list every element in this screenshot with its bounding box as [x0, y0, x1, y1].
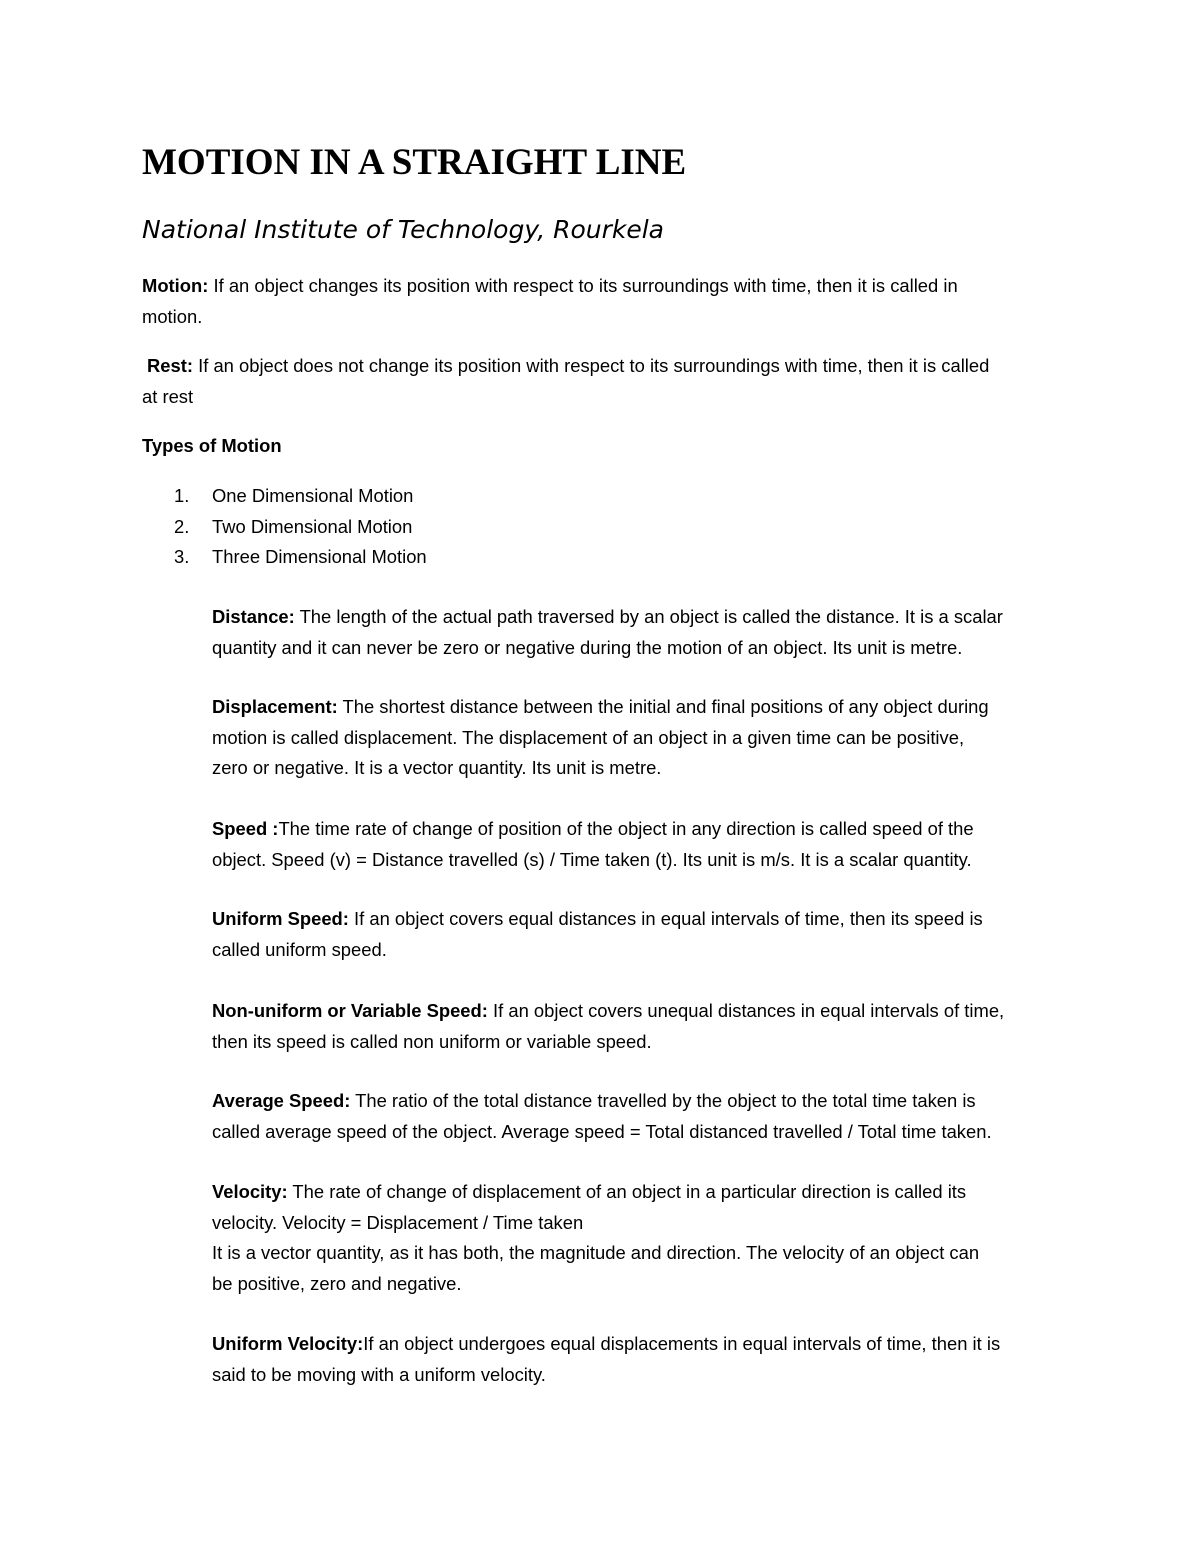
speed-line-2: object. Speed (v) = Distance travelled (s) / Time taken (t). Its unit is m/s. It is a scalar quantity.: [212, 848, 972, 870]
list-item-number: 1.: [174, 485, 190, 506]
variable-speed-line-2: then its speed is called non uniform or variable speed.: [212, 1030, 652, 1052]
distance-paragraph: [212, 602, 1003, 663]
motion-paragraph: [142, 271, 958, 332]
uniform-velocity-line-1: If an object undergoes equal displacements in equal intervals of time, then it is: [363, 1333, 1001, 1354]
list-item-number: 2.: [174, 515, 190, 537]
velocity-line-1: The rate of change of displacement of an object in a particular direction is called its: [287, 1181, 967, 1202]
displacement-line-1: The shortest distance between the initial and final positions of any object during: [337, 696, 989, 717]
list-item: [142, 512, 427, 543]
velocity-line-4: be positive, zero and negative.: [212, 1272, 462, 1294]
rest-paragraph: [142, 351, 990, 412]
displacement-line-3: zero or negative. It is a vector quantity. Its unit is metre.: [212, 757, 662, 778]
list-item-text: One Dimensional Motion: [212, 485, 414, 506]
uniform-speed-line-2: called uniform speed.: [212, 938, 387, 960]
rest-line-2: at rest: [142, 385, 194, 407]
uniform-speed-paragraph: [212, 904, 983, 965]
distance-term: Distance:: [212, 606, 295, 627]
rest-line-1: If an object does not change its position with respect to its surroundings with time, then it is called: [193, 355, 990, 376]
velocity-paragraph: [212, 1177, 979, 1299]
types-list: [142, 481, 427, 573]
types-heading: [142, 431, 282, 462]
velocity-term: Velocity:: [212, 1181, 288, 1202]
average-speed-line-1: The ratio of the total distance travelled by the object to the total time taken is: [350, 1090, 976, 1111]
uniform-speed-term: Uniform Speed:: [212, 908, 349, 929]
uniform-velocity-paragraph: [212, 1329, 1000, 1390]
rest-term: Rest:: [147, 355, 193, 376]
velocity-line-2: velocity. Velocity = Displacement / Time taken: [212, 1211, 584, 1233]
variable-speed-paragraph: [212, 996, 1004, 1057]
displacement-line-2: motion is called displacement. The displacement of an object in a given time can be positive,: [212, 726, 965, 748]
motion-line-1: If an object changes its position with respect to its surroundings with time, then it is called in: [208, 275, 958, 296]
types-heading-text: Types of Motion: [142, 435, 282, 456]
list-item: [142, 481, 427, 512]
list-item-number: 3.: [174, 546, 190, 567]
uniform-velocity-line-2: said to be moving with a uniform velocity.: [212, 1363, 546, 1385]
distance-line-1: The length of the actual path traversed by an object is called the distance. It is a scalar: [294, 606, 1003, 627]
list-item: [142, 542, 427, 573]
motion-line-2: motion.: [142, 305, 203, 327]
speed-line-1: The time rate of change of position of the object in any direction is called speed of the: [278, 818, 974, 839]
distance-line-2: quantity and it can never be zero or negative during the motion of an object. Its unit is metre.: [212, 636, 963, 658]
motion-term: Motion:: [142, 275, 209, 296]
speed-term: Speed :: [212, 818, 279, 839]
document-subtitle: National Institute of Technology, Rourkela: [142, 215, 664, 244]
displacement-term: Displacement:: [212, 696, 338, 717]
average-speed-term: Average Speed:: [212, 1090, 351, 1111]
velocity-line-3: It is a vector quantity, as it has both, the magnitude and direction. The velocity of an object can: [212, 1242, 980, 1263]
displacement-paragraph: [212, 692, 989, 784]
speed-paragraph: [212, 814, 974, 875]
list-item-text: Two Dimensional Motion: [212, 515, 413, 537]
variable-speed-term: Non-uniform or Variable Speed:: [212, 1000, 488, 1021]
average-speed-line-2: called average speed of the object. Average speed = Total distanced travelled / Total time taken.: [212, 1120, 992, 1142]
uniform-velocity-term: Uniform Velocity:: [212, 1333, 364, 1354]
list-item-text: Three Dimensional Motion: [212, 546, 427, 567]
uniform-speed-line-1: If an object covers equal distances in equal intervals of time, then its speed is: [348, 908, 983, 929]
document-title: MOTION IN A STRAIGHT LINE: [142, 142, 687, 183]
average-speed-paragraph: [212, 1086, 992, 1147]
variable-speed-line-1: If an object covers unequal distances in equal intervals of time,: [487, 1000, 1005, 1021]
